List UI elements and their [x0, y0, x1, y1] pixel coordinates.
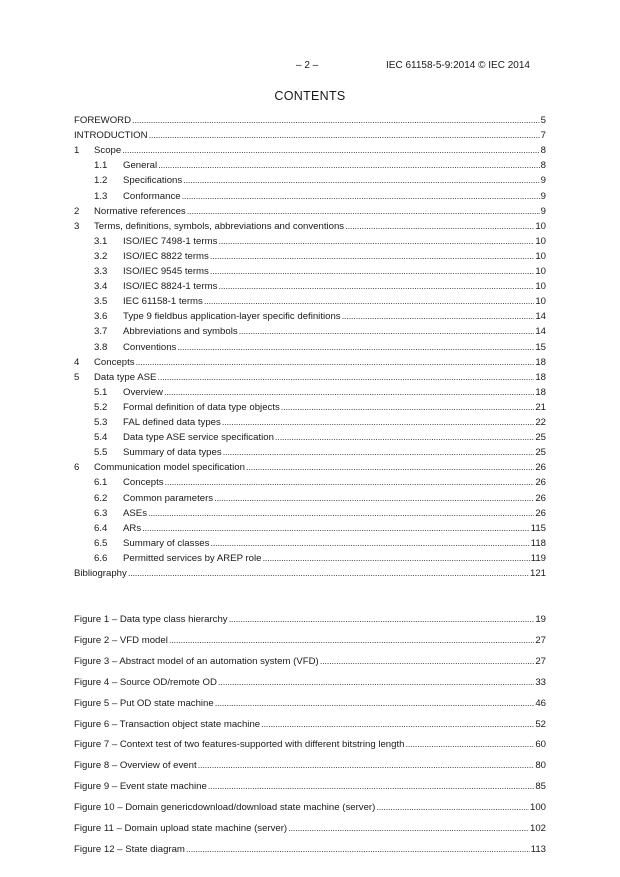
toc-entry-number: 3.4	[94, 281, 108, 293]
figure-entry[interactable]	[74, 800, 546, 813]
figure-entry-title: Figure 5 – Put OD state machine	[74, 697, 214, 709]
toc-entry-title: ISO/IEC 7498-1 terms	[123, 235, 218, 247]
dot-leader	[157, 372, 534, 383]
toc-entry-number: 1.3	[94, 190, 108, 202]
toc-entry-title: IEC 61158-1 terms	[123, 296, 203, 308]
toc-entry-number: 3.8	[94, 341, 108, 353]
figure-entry[interactable]	[74, 633, 546, 646]
figure-entry[interactable]	[74, 612, 546, 625]
toc-entry-page: 9	[540, 190, 546, 202]
toc-entry-title: ISO/IEC 8822 terms	[123, 250, 209, 262]
toc-entry-page: 22	[535, 417, 546, 428]
toc-entry[interactable]	[74, 370, 546, 383]
toc-entry-title: Communication model specification	[94, 462, 245, 474]
standard-header: IEC 61158-5-9:2014 © IEC 2014	[386, 60, 530, 71]
toc-entry-number: 6.1	[94, 477, 108, 489]
toc-entry-number: 1.1	[94, 160, 108, 172]
toc-entry-title: Conformance	[123, 190, 181, 202]
dot-leader	[187, 206, 540, 217]
toc-entry-page: 119	[530, 552, 546, 564]
toc-entry-page: 118	[530, 537, 546, 549]
figure-entry-title: Figure 1 – Data type class hierarchy	[74, 614, 228, 625]
figure-entry-page: 60	[535, 739, 546, 751]
dot-leader	[218, 677, 534, 688]
toc-entry-title: ASEs	[123, 507, 147, 519]
toc-entry-page: 121	[529, 568, 546, 579]
toc-entry-page: 21	[535, 401, 546, 413]
toc-entry-title: ARs	[123, 522, 142, 534]
figure-entry-title: Figure 3 – Abstract model of an automation system (VFD)	[74, 655, 319, 667]
page-number: – 2 –	[296, 60, 319, 71]
figure-entry[interactable]	[74, 696, 546, 709]
toc-entry-page: 10	[535, 220, 546, 232]
dot-leader	[229, 614, 535, 625]
toc-entry-title: Terms, definitions, symbols, abbreviations and conventions	[94, 220, 345, 232]
dot-leader	[169, 635, 534, 646]
dot-leader	[165, 477, 535, 488]
toc-entry[interactable]	[94, 264, 546, 277]
page-title: CONTENTS	[274, 89, 346, 103]
toc-entry-number: 5.5	[94, 447, 108, 459]
toc-entry-page: 26	[535, 507, 546, 519]
toc-entry-title: Concepts	[94, 356, 135, 368]
figure-entry-title: Figure 4 – Source OD/remote OD	[74, 676, 217, 688]
toc-entry-page: 10	[535, 250, 546, 262]
toc-entry[interactable]	[94, 491, 546, 504]
figure-entry-title: Figure 6 – Transaction object state machine	[74, 718, 261, 730]
dot-leader	[182, 191, 540, 202]
dot-leader	[215, 698, 535, 709]
toc-entry[interactable]	[74, 460, 546, 473]
toc-entry[interactable]	[94, 340, 546, 353]
toc-entry-page: 10	[535, 266, 546, 277]
toc-entry[interactable]	[74, 113, 546, 126]
toc-entry-page: 25	[535, 432, 546, 444]
toc-entry[interactable]	[74, 143, 546, 156]
figure-entry[interactable]	[74, 779, 546, 792]
dot-leader	[210, 538, 529, 549]
figure-entry[interactable]	[74, 654, 546, 667]
dot-leader	[164, 387, 534, 398]
toc-entry-title: Overview	[123, 386, 163, 398]
toc-entry-title: Data type ASE	[94, 371, 157, 383]
toc-entry-title: Concepts	[123, 477, 164, 489]
toc-entry-number: 2	[74, 205, 80, 217]
toc-entry-page: 115	[530, 522, 546, 534]
toc-entry-page: 26	[535, 492, 546, 504]
toc-entry[interactable]	[94, 415, 546, 428]
toc-entry-title: ISO/IEC 9545 terms	[123, 266, 209, 277]
toc-entry-page: 15	[535, 341, 546, 353]
toc-entry-number: 6.3	[94, 507, 108, 519]
toc-entry-title: Summary of classes	[123, 537, 210, 549]
toc-entry[interactable]	[74, 566, 546, 579]
dot-leader	[149, 130, 540, 141]
figure-entry[interactable]	[74, 717, 546, 730]
dot-leader	[204, 296, 535, 307]
dot-leader	[246, 462, 534, 473]
dot-leader	[320, 656, 535, 667]
toc-entry[interactable]	[94, 445, 546, 458]
dot-leader	[222, 417, 535, 428]
toc-entry[interactable]	[94, 430, 546, 443]
toc-entry[interactable]	[94, 385, 546, 398]
toc-entry[interactable]	[74, 219, 546, 232]
figure-entry[interactable]	[74, 758, 546, 771]
toc-entry-title: Bibliography	[74, 568, 127, 579]
toc-entry[interactable]	[94, 249, 546, 262]
toc-entry-number: 6.2	[94, 492, 108, 504]
toc-entry-number: 3.6	[94, 311, 108, 323]
toc-entry-title: Conventions	[123, 341, 177, 353]
dot-leader	[158, 160, 540, 171]
toc-entry[interactable]	[94, 189, 546, 202]
dot-leader	[342, 311, 535, 322]
toc-entry-title: Scope	[94, 145, 122, 157]
dot-leader	[239, 326, 535, 337]
figure-entry-page: 80	[535, 760, 546, 772]
toc-entry[interactable]	[94, 158, 546, 171]
figure-entry-page: 27	[535, 634, 546, 646]
toc-entry-title: Type 9 fieldbus application-layer specific definitions	[123, 311, 341, 323]
toc-entry-page: 8	[540, 160, 546, 172]
toc-entry-page: 25	[535, 447, 546, 459]
toc-entry-page: 9	[540, 205, 546, 217]
figure-entry-page: 102	[529, 823, 546, 834]
figure-entry-page: 100	[529, 802, 546, 814]
dot-leader	[198, 760, 535, 771]
toc-entry-title: FAL defined data types	[123, 417, 221, 428]
dot-leader	[142, 523, 530, 534]
toc-entry-title: FOREWORD	[74, 115, 132, 126]
dot-leader	[275, 432, 534, 443]
figure-entry-title: Figure 10 – Domain genericdownload/download state machine (server)	[74, 802, 376, 814]
toc-entry-number: 5.4	[94, 432, 108, 444]
toc-entry-number: 3.2	[94, 250, 108, 262]
toc-entry-title: Permitted services by AREP role	[123, 552, 262, 564]
dot-leader	[281, 402, 535, 413]
toc-entry-number: 3.7	[94, 326, 108, 338]
toc-entry[interactable]	[74, 355, 546, 368]
toc-entry-number: 5.1	[94, 386, 108, 398]
dot-leader	[218, 236, 534, 247]
dot-leader	[122, 145, 539, 156]
dot-leader	[148, 508, 534, 519]
toc-entry[interactable]	[74, 128, 546, 141]
toc-entry-title: Data type ASE service specification	[123, 432, 274, 444]
dot-leader	[218, 281, 534, 292]
dot-leader	[261, 719, 534, 730]
figure-entry-title: Figure 7 – Context test of two features-supported with different bitstring length	[74, 739, 405, 751]
toc-entry-number: 5	[74, 371, 80, 383]
toc-entry[interactable]	[94, 521, 546, 534]
toc-entry-number: 6.5	[94, 537, 108, 549]
dot-leader	[223, 447, 535, 458]
dot-leader	[128, 568, 529, 579]
dot-leader	[405, 739, 534, 750]
toc-entry-page: 10	[535, 296, 546, 308]
toc-entry-title: Abbreviations and symbols	[123, 326, 238, 338]
toc-entry[interactable]	[94, 173, 546, 186]
toc-entry[interactable]	[94, 309, 546, 322]
toc-entry-page: 18	[535, 371, 546, 383]
figure-entry-page: 27	[535, 655, 546, 667]
toc-entry-title: Summary of data types	[123, 447, 222, 459]
toc-entry[interactable]	[94, 551, 546, 564]
dot-leader	[345, 221, 534, 232]
figure-entry[interactable]	[74, 675, 546, 688]
toc-entry-page: 9	[540, 175, 546, 187]
figure-entry-page: 19	[535, 614, 546, 625]
toc-entry-title: Common parameters	[123, 492, 214, 504]
toc-entry-page: 18	[535, 386, 546, 398]
dot-leader	[376, 802, 529, 813]
toc-entry-number: 3.1	[94, 235, 108, 247]
dot-leader	[208, 781, 535, 792]
toc-entry-number: 3	[74, 220, 80, 232]
toc-entry-page: 10	[535, 281, 546, 293]
toc-entry-page: 10	[535, 235, 546, 247]
dot-leader	[177, 342, 534, 353]
toc-entry-page: 8	[540, 145, 546, 157]
figure-entry-page: 85	[535, 781, 546, 793]
figure-entry[interactable]	[74, 737, 546, 750]
dot-leader	[214, 493, 534, 504]
dot-leader	[210, 266, 534, 277]
toc-entry[interactable]	[94, 294, 546, 307]
figure-entry-page: 33	[535, 676, 546, 688]
toc-entry-page: 18	[535, 356, 546, 368]
figure-entry-page: 46	[535, 697, 546, 709]
figure-entry-page: 52	[535, 718, 546, 730]
toc-entry-title: Specifications	[123, 175, 183, 187]
dot-leader	[186, 844, 530, 855]
figure-entry-page: 113	[530, 843, 546, 855]
toc-entry-number: 6.6	[94, 552, 108, 564]
figure-entry-title: Figure 11 – Domain upload state machine (server)	[74, 823, 288, 834]
toc-entry-number: 1.2	[94, 175, 108, 187]
toc-entry[interactable]	[94, 475, 546, 488]
figure-entry[interactable]	[74, 821, 546, 834]
toc-entry-page: 14	[535, 311, 546, 323]
toc-entry-number: 1	[74, 145, 80, 157]
figure-entry-title: Figure 9 – Event state machine	[74, 781, 207, 793]
toc-entry-page: 26	[535, 462, 546, 474]
toc-entry-number: 6	[74, 462, 80, 474]
toc-entry-title: INTRODUCTION	[74, 130, 148, 142]
toc-entry-title: General	[123, 160, 158, 172]
figure-entry-title: Figure 8 – Overview of event	[74, 760, 197, 772]
figure-entry-title: Figure 2 – VFD model	[74, 634, 168, 646]
toc-entry-page: 26	[535, 477, 546, 489]
toc-entry-number: 3.3	[94, 266, 108, 277]
toc-entry[interactable]	[94, 324, 546, 337]
toc-entry-number: 5.2	[94, 401, 108, 413]
dot-leader	[132, 115, 540, 126]
toc-entry-page: 5	[540, 115, 546, 126]
dot-leader	[136, 357, 535, 368]
toc-entry-number: 3.5	[94, 296, 108, 308]
toc-entry-number: 6.4	[94, 522, 108, 534]
toc-entry[interactable]	[94, 279, 546, 292]
figure-entry-title: Figure 12 – State diagram	[74, 843, 185, 855]
figure-entry[interactable]	[74, 842, 546, 855]
toc-entry[interactable]	[94, 536, 546, 549]
toc-entry[interactable]	[94, 506, 546, 519]
dot-leader	[262, 553, 529, 564]
toc-entry[interactable]	[94, 234, 546, 247]
toc-entry[interactable]	[94, 400, 546, 413]
toc-entry-title: Normative references	[94, 205, 186, 217]
dot-leader	[210, 251, 534, 262]
toc-entry[interactable]	[74, 204, 546, 217]
dot-leader	[288, 823, 529, 834]
toc-entry-page: 7	[540, 130, 546, 142]
toc-entry-number: 4	[74, 356, 80, 368]
toc-entry-number: 5.3	[94, 417, 108, 428]
toc-entry-title: ISO/IEC 8824-1 terms	[123, 281, 218, 293]
toc-entry-page: 14	[535, 326, 546, 338]
dot-leader	[183, 175, 539, 186]
toc-entry-title: Formal definition of data type objects	[123, 401, 280, 413]
